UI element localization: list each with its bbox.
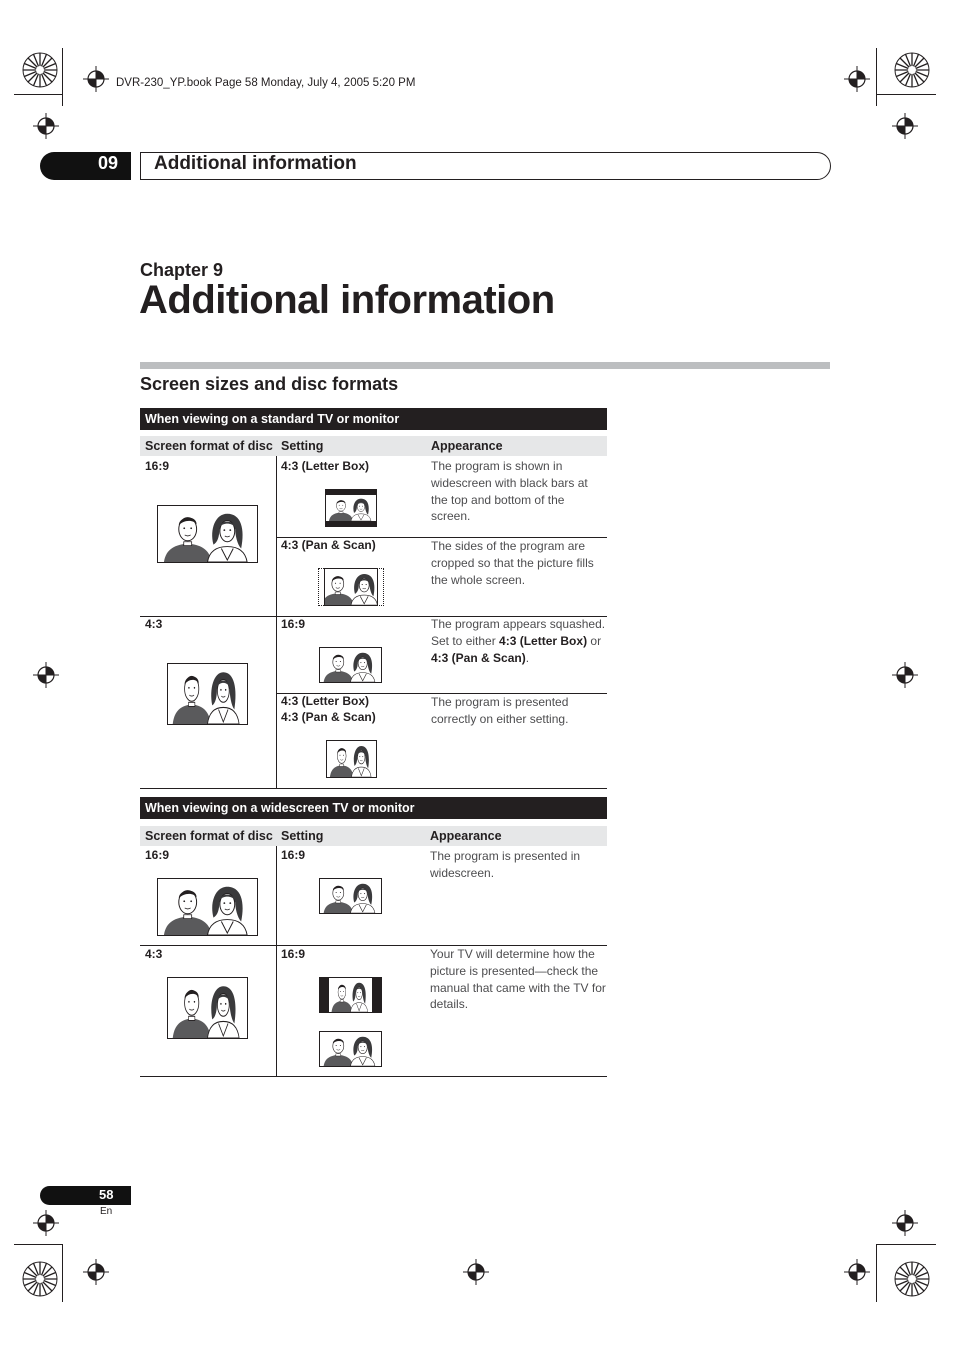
- appearance-text: The program is presented in widescreen.: [430, 849, 581, 880]
- print-slug: DVR-230_YP.book Page 58 Monday, July 4, 2005 5:20 PM: [116, 77, 416, 89]
- starburst-icon: [894, 1261, 930, 1297]
- registration-mark-icon: [33, 1210, 59, 1236]
- page-title: Additional information: [139, 278, 555, 322]
- tv-illustration: [157, 505, 258, 563]
- setting-value: 16:9: [281, 617, 306, 631]
- col-header-format: Screen format of disc: [145, 439, 273, 453]
- table-title: When viewing on a standard TV or monitor: [140, 408, 607, 430]
- registration-mark-icon: [463, 1259, 489, 1285]
- disc-format: 16:9: [145, 848, 170, 862]
- tv-illustration-letterbox: [325, 489, 377, 527]
- registration-mark-icon: [892, 113, 918, 139]
- setting-value: 16:9: [281, 848, 306, 862]
- couple-image-icon: [320, 1032, 381, 1066]
- language-label: En: [100, 1206, 113, 1217]
- setting-value: 4:3 (Letter Box): [281, 694, 370, 708]
- registration-mark-icon: [33, 113, 59, 139]
- page-number: 58: [99, 1187, 114, 1202]
- couple-image-icon: [158, 879, 257, 935]
- col-header-setting: Setting: [281, 439, 324, 453]
- appearance-text: The program appears squashed. Set to either 4:3 (Letter Box) or 4:3 (Pan & Scan).: [431, 617, 606, 665]
- setting-value: 4:3 (Pan & Scan): [281, 538, 376, 552]
- couple-image-icon: [327, 741, 376, 777]
- couple-image-icon: [158, 506, 257, 562]
- col-header-appearance: Appearance: [431, 439, 503, 453]
- registration-mark-icon: [33, 662, 59, 688]
- starburst-icon: [894, 52, 930, 88]
- disc-format: 16:9: [145, 459, 170, 473]
- couple-image-icon: [168, 978, 247, 1038]
- col-header-format: Screen format of disc: [145, 829, 273, 843]
- appearance-text: The sides of the program are cropped so that the picture fills the whole screen.: [431, 539, 594, 587]
- tv-illustration-panscan: [324, 568, 378, 606]
- couple-image-icon: [168, 664, 247, 724]
- section-divider: [140, 362, 830, 369]
- setting-value: 4:3 (Pan & Scan): [281, 710, 376, 724]
- page-number-tab: [40, 1186, 131, 1205]
- registration-mark-icon: [892, 1210, 918, 1236]
- tv-illustration-pillarbox: [319, 977, 382, 1013]
- col-header-appearance: Appearance: [430, 829, 502, 843]
- starburst-icon: [22, 1261, 58, 1297]
- tv-illustration: [157, 878, 258, 936]
- registration-mark-icon: [83, 1259, 109, 1285]
- registration-mark-icon: [844, 1259, 870, 1285]
- header-title: Additional information: [154, 153, 357, 174]
- disc-format: 4:3: [145, 617, 163, 631]
- appearance-text: Your TV will determine how the picture is presented—check the manual that came with the TV for details.: [430, 947, 606, 1012]
- section-title: Screen sizes and disc formats: [140, 374, 399, 394]
- couple-image-icon: [320, 648, 381, 682]
- registration-mark-icon: [892, 662, 918, 688]
- starburst-icon: [22, 52, 58, 88]
- chapter-label: Chapter 9: [140, 260, 224, 280]
- tv-illustration: [326, 740, 377, 778]
- setting-value: 16:9: [281, 947, 306, 961]
- tv-illustration-widescreen: [319, 878, 382, 914]
- setting-value: 4:3 (Letter Box): [281, 459, 370, 473]
- disc-format: 4:3: [145, 947, 163, 961]
- tv-illustration-squashed: [319, 647, 382, 683]
- tv-illustration-stretched: [319, 1031, 382, 1067]
- chapter-number: 09: [98, 153, 119, 173]
- tv-illustration: [167, 977, 248, 1039]
- registration-mark-icon: [844, 66, 870, 92]
- table-title: When viewing on a widescreen TV or monitor: [140, 797, 607, 819]
- appearance-text: The program is presented correctly on either setting.: [431, 695, 569, 726]
- couple-image-icon: [329, 978, 372, 1012]
- couple-image-icon: [326, 495, 376, 521]
- col-header-setting: Setting: [281, 829, 324, 843]
- tv-illustration: [167, 663, 248, 725]
- couple-image-icon: [320, 879, 381, 913]
- couple-image-icon: [324, 569, 378, 605]
- appearance-text: The program is shown in widescreen with black bars at the top and bottom of the screen.: [431, 459, 588, 524]
- registration-mark-icon: [83, 66, 109, 92]
